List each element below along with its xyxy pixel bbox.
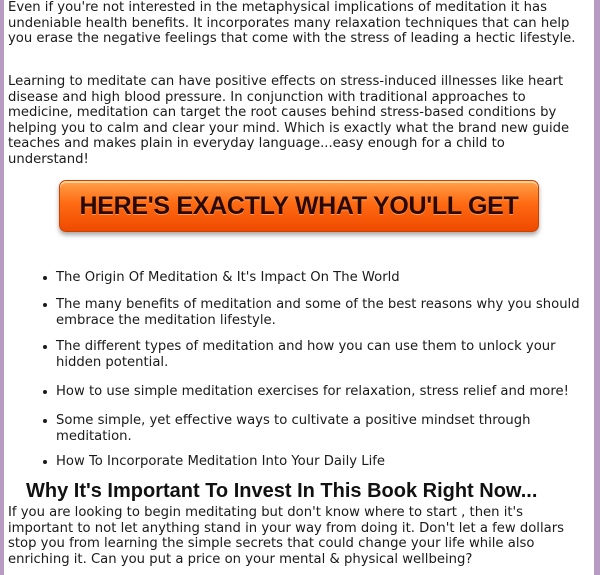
list-item — [40, 339, 580, 370]
list-item — [40, 413, 580, 444]
section-paragraph: If you are looking to begin meditating but don't know where to start , then it's important to not let anything stand in your way from doing it. Don't let a few dollars stop you from learning the simple secrets that could change your life while also enriching it. Can you put a price on your mental & physical wellbeing? — [8, 505, 565, 567]
list-item-text: The different types of meditation and how you can use them to unlock your hidden potential. — [56, 339, 556, 370]
right-frame — [594, 0, 600, 575]
list-item — [40, 297, 580, 328]
bullet-icon — [43, 276, 47, 280]
list-item-text: Some simple, yet effective ways to cultivate a positive mindset through meditation. — [56, 413, 531, 444]
list-item — [40, 454, 580, 470]
banner-text: HERE'S EXACTLY WHAT YOU'LL GET — [79, 191, 519, 220]
get-banner — [59, 180, 539, 232]
bullet-icon — [43, 419, 47, 423]
list-item-text: How To Incorporate Meditation Into Your Daily Life — [56, 454, 386, 469]
list-item — [40, 270, 580, 286]
page-content — [4, 0, 594, 575]
bullet-icon — [43, 460, 47, 464]
bullet-icon — [43, 390, 47, 394]
intro-paragraph-2: Learning to meditate can have positive effects on stress-induced illnesses like heart disease and high blood pressure. In conjunction with traditional approaches to medicine, meditation can target the root causes behind stress-based conditions by helping you to calm and clear your mind. Which is exactly what the brand new guide teaches and makes plain in everyday language...easy enough for a child to understand! — [8, 74, 570, 167]
list-item-text: The Origin Of Meditation & It's Impact On The World — [56, 270, 400, 285]
list-item-text: The many benefits of meditation and some of the best reasons why you should embrace the meditation lifestyle. — [56, 297, 580, 328]
intro-paragraph-1: Even if you're not interested in the metaphysical implications of meditation it has undeniable health benefits. It incorporates many relaxation techniques that can help you erase the negative feelings that come with the stress of leading a hectic lifestyle. — [8, 0, 576, 47]
list-item-text: How to use simple meditation exercises for relaxation, stress relief and more! — [56, 384, 569, 399]
list-item — [40, 384, 580, 400]
bullet-icon — [43, 303, 47, 307]
bullet-icon — [43, 345, 47, 349]
section-heading: Why It's Important To Invest In This Book Right Now... — [26, 480, 538, 502]
